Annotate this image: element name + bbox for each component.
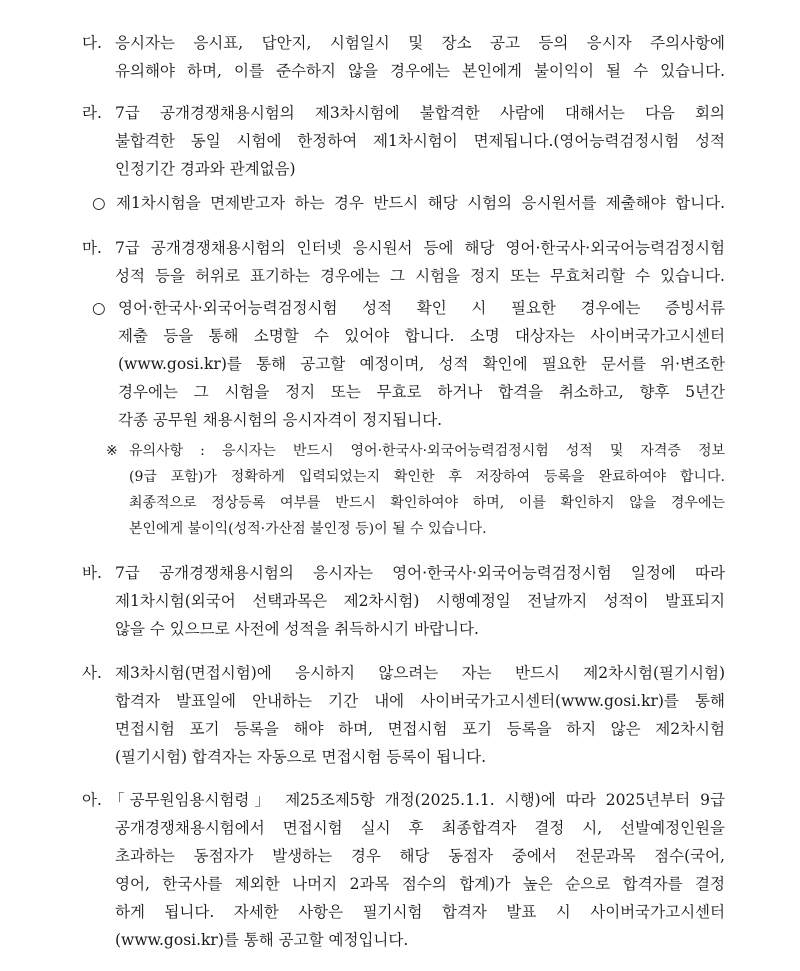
- bullet-line: (www.gosi.kr)를 통해 공고할 예정이며, 성적 확인에 필요한 문서를 위·변조한: [118, 355, 725, 373]
- bullet-line: 제출 등을 통해 소명할 수 있어야 합니다. 소명 대상자는 사이버국가고시센터: [118, 327, 725, 345]
- section-line: 초과하는 동점자가 발생하는 경우 해당 동점자 중에서 전문과목 점수(국어,: [115, 847, 725, 865]
- bullet-marker: ○: [92, 299, 106, 317]
- section-line: 7급 공개경쟁채용시험의 응시자는 영어·한국사·외국어능력검정시험 일정에 따라: [115, 564, 725, 582]
- section-line: 않을 수 있으므로 사전에 성적을 취득하시기 바랍니다.: [115, 620, 479, 638]
- note-line: 최종적으로 정상등록 여부를 반드시 확인하여야 하며, 이를 확인하지 않을 경우에는: [129, 495, 725, 511]
- section-line: 합격자 발표일에 안내하는 기간 내에 사이버국가고시센터(www.gosi.kr)를 통해: [115, 692, 725, 710]
- section-line: 응시자는 응시표, 답안지, 시험일시 및 장소 공고 등의 응시자 주의사항에: [115, 34, 725, 52]
- note-line: 본인에게 불이익(성적·가산점 불인정 등)이 될 수 있습니다.: [129, 521, 487, 537]
- section-marker: 마.: [82, 239, 102, 257]
- section-line: 7급 공개경쟁채용시험의 인터넷 응시원서 등에 해당 영어·한국사·외국어능력검정시험: [115, 239, 725, 257]
- section-marker: 바.: [82, 564, 102, 582]
- section-marker: 아.: [82, 791, 102, 809]
- bullet-marker: ○: [92, 194, 106, 212]
- section-line: 공개경쟁채용시험에서 면접시험 실시 후 최종합격자 결정 시, 선발예정인원을: [115, 819, 725, 837]
- section-line: (필기시험) 합격자는 자동으로 면접시험 등록이 됩니다.: [115, 748, 487, 766]
- section-line: 불합격한 동일 시험에 한정하여 제1차시험이 면제됩니다.(영어능력검정시험 성적: [115, 132, 725, 150]
- section-line: 인정기간 경과와 관계없음): [115, 160, 296, 178]
- section-line: 유의해야 하며, 이를 준수하지 않을 경우에는 본인에게 불이익이 될 수 있습니다.: [115, 62, 725, 80]
- section-line: 7급 공개경쟁채용시험의 제3차시험에 불합격한 사람에 대해서는 다음 회의: [115, 104, 725, 122]
- section-line: 제3차시험(면접시험)에 응시하지 않으려는 자는 반드시 제2차시험(필기시험): [115, 664, 725, 682]
- note-marker: ※: [106, 443, 118, 459]
- section-marker: 사.: [82, 664, 102, 682]
- note-line: 유의사항 : 응시자는 반드시 영어·한국사·외국어능력검정시험 성적 및 자격증 정보: [129, 443, 725, 459]
- section-line: 제1차시험(외국어 선택과목은 제2차시험) 시행예정일 전날까지 성적이 발표되지: [115, 592, 725, 610]
- note-line: (9급 포함)가 정확하게 입력되었는지 확인한 후 저장하여 등록을 완료하여야 합니다.: [129, 469, 725, 485]
- section-marker: 다.: [82, 34, 102, 52]
- section-line: 하게 됩니다. 자세한 사항은 필기시험 합격자 발표 시 사이버국가고시센터: [115, 903, 725, 921]
- section-line: 성적 등을 허위로 표기하는 경우에는 그 시험을 정지 또는 무효처리할 수 있습니다.: [115, 267, 725, 285]
- section-marker: 라.: [82, 104, 102, 122]
- bullet-line: 각종 공무원 채용시험의 응시자격이 정지됩니다.: [118, 411, 443, 429]
- section-line: 면접시험 포기 등록을 해야 하며, 면접시험 포기 등록을 하지 않은 제2차시험: [115, 720, 725, 738]
- section-line: 영어, 한국사를 제외한 나머지 2과목 점수의 합계)가 높은 순으로 합격자를 결정: [115, 875, 725, 893]
- bullet-line: 영어·한국사·외국어능력검정시험 성적 확인 시 필요한 경우에는 증빙서류: [118, 299, 725, 317]
- bullet-line: 경우에는 그 시험을 정지 또는 무효로 하거나 합격을 취소하고, 향후 5년간: [118, 383, 725, 401]
- section-line: 「공무원임용시험령」 제25조제5항 개정(2025.1.1. 시행)에 따라 2025년부터 9급: [109, 791, 725, 809]
- section-line: (www.gosi.kr)를 통해 공고할 예정입니다.: [115, 931, 409, 949]
- bullet-line: 제1차시험을 면제받고자 하는 경우 반드시 해당 시험의 응시원서를 제출해야 합니다.: [116, 194, 725, 212]
